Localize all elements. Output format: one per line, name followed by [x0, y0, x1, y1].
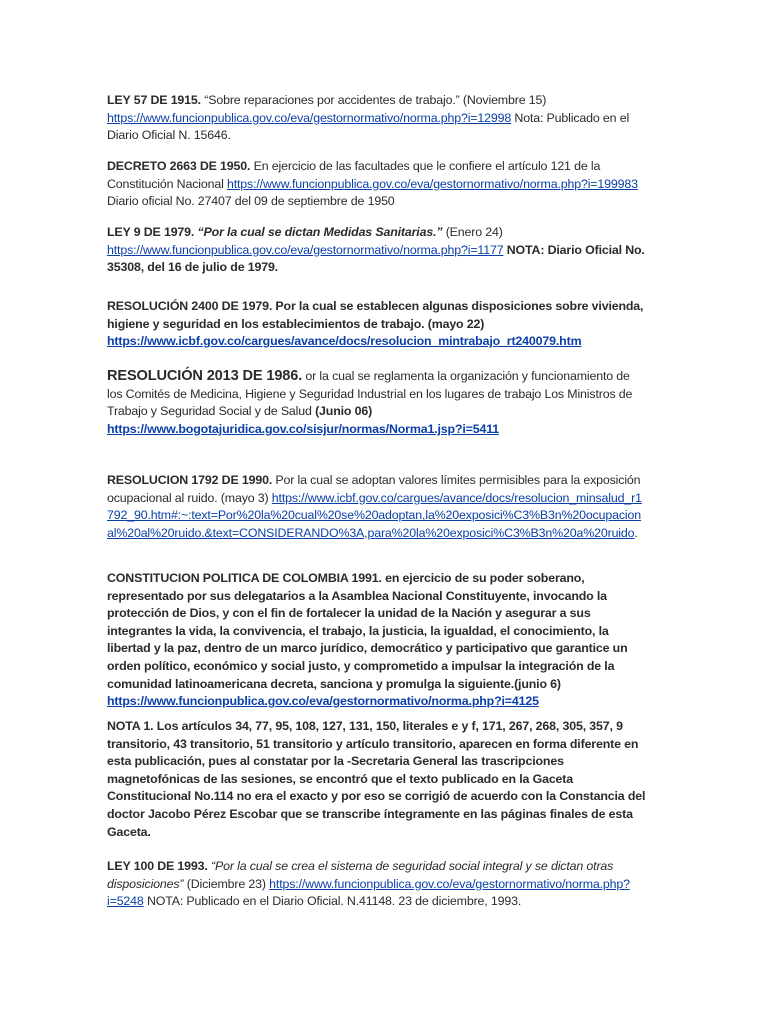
- entry-resolucion-1792-1990: [107, 472, 647, 542]
- entry-title: RESOLUCION 1792 DE 1990.: [107, 473, 273, 487]
- entry-ley-100-1993: [107, 858, 647, 911]
- entry-note: NOTA: Diario Oficial No. 35308, del 16 de julio de 1979.: [107, 242, 645, 275]
- entry-link[interactable]: https://www.icbf.gov.co/cargues/avance/docs/resolucion_mintrabajo_rt240079.htm: [107, 334, 582, 349]
- entry-text: Por la cual se establecen algunas disposiciones sobre vivienda, higiene y seguridad en los establecimientos de trabajo. (mayo 22): [107, 299, 644, 331]
- entry-title: CONSTITUCION POLITICA DE COLOMBIA 1991.: [107, 571, 382, 585]
- entry-link[interactable]: https://www.funcionpublica.gov.co/eva/gestornormativo/norma.php?i=5248: [107, 876, 630, 909]
- entry-quote: “Por la cual se crea el sistema de seguridad social integral y se dictan otras disposiciones”: [107, 859, 614, 891]
- entry-decreto-2663-1950: [107, 158, 647, 211]
- entry-quote: “Por la cual se dictan Medidas Sanitarias.”: [194, 225, 446, 239]
- entry-constitucion-1991: [107, 570, 647, 711]
- entry-text: “Sobre reparaciones por accidentes de trabajo.” (Noviembre 15): [200, 93, 547, 107]
- entry-note: NOTA: Publicado en el Diario Oficial. N.41148. 23 de diciembre, 1993.: [143, 894, 522, 909]
- entry-note: Nota: Publicado en el Diario Oficial N. 15646.: [107, 110, 630, 143]
- entry-title: LEY 9 DE 1979.: [107, 225, 195, 239]
- entry-text: Por la cual se adoptan valores límites permisibles para la exposición ocupacional al ruido. (mayo 3): [107, 473, 641, 505]
- entry-title: LEY 57 DE 1915.: [107, 93, 201, 107]
- entry-title: RESOLUCIÓN 2013 DE 1986.: [107, 368, 303, 384]
- entry-text: (Diciembre 23): [186, 876, 270, 891]
- entry-link[interactable]: https://www.funcionpublica.gov.co/eva/gestornormativo/norma.php?i=12998: [107, 110, 512, 125]
- entry-resolucion-2013-1986: [107, 368, 647, 438]
- entry-ley-9-1979: [107, 224, 647, 277]
- entry-resolucion-2400-1979: [107, 298, 647, 351]
- entry-note: Diario oficial No. 27407 del 09 de septiembre de 1950: [107, 194, 395, 209]
- entry-link[interactable]: https://www.funcionpublica.gov.co/eva/gestornormativo/norma.php?i=1177: [107, 242, 504, 257]
- entry-link[interactable]: https://www.funcionpublica.gov.co/eva/gestornormativo/norma.php?i=4125: [107, 694, 539, 709]
- entry-title: RESOLUCIÓN 2400 DE 1979.: [107, 299, 273, 313]
- entry-title: DECRETO 2663 DE 1950.: [107, 159, 251, 173]
- entry-text: en ejercicio de su poder soberano, representado por sus delegatarios a la Asamblea Nacional Constituyente, invocando la protección de Dios, y con el fin de fortalecer la unidad de la Nación y asegurar a sus integrantes la vida, la convivencia, el trabajo, la justicia, la igualdad, el conocimiento, la libertad y la paz, dentro de un marco jurídico, democrático y participativo que garantice un orden político, económico y social justo, y comprometido a impulsar la integración de la comunidad latinoamericana decreta, sanciona y promulga la siguiente.(junio 6): [107, 571, 628, 691]
- entry-text: En ejercicio de las facultades que le confiere el artículo 121 de la Constitución Nacional: [107, 159, 601, 191]
- entry-date: (Junio 06): [315, 404, 373, 419]
- entry-ley-57-1915: [107, 92, 647, 145]
- entry-text: or la cual se reglamenta la organización y funcionamiento de los Comités de Medicina, Higiene y Seguridad Industrial en los lugares de trabajo Los Ministros de Trabajo y Seguridad Social y de Salud: [107, 369, 633, 419]
- entry-link[interactable]: https://www.bogotajuridica.gov.co/sisjur/normas/Norma1.jsp?i=5411: [107, 421, 500, 436]
- entry-text: NOTA 1. Los artículos 34, 77, 95, 108, 127, 131, 150, literales e y f, 171, 267, 268, 305, 357, 9 transitorio, 43 transitorio, 51 transitorio y artículo transitorio, aparecen en forma diferente en esta publicación, pues al constatar por la -Secretaria General las trascripciones magnetofónicas de las sesiones, se encontró que el texto publicado en la Gaceta Constitucional No.114 no era el exacto y por eso se corrigió de acuerdo con la Constancia del doctor Jacobo Pérez Escobar que se transcribe íntegramente en las páginas finales de esta Gaceta.: [107, 719, 646, 839]
- entry-title: LEY 100 DE 1993.: [107, 859, 208, 873]
- entry-text: (Enero 24): [445, 225, 503, 239]
- entry-note: .: [634, 525, 638, 540]
- entry-link[interactable]: https://www.icbf.gov.co/cargues/avance/docs/resolucion_minsalud_r1792_90.htm#:~:text=Por%20la%20cual%20se%20adoptan,la%20exposici%C3%B3n%20ocupacional%20al%20ruido.&text=CONSIDERANDO%3A,para%20la%20exposici%C3%B3n%20a%20ruido: [107, 490, 642, 540]
- entry-link[interactable]: https://www.funcionpublica.gov.co/eva/gestornormativo/norma.php?i=199983: [226, 176, 638, 191]
- entry-nota-1: [107, 718, 647, 841]
